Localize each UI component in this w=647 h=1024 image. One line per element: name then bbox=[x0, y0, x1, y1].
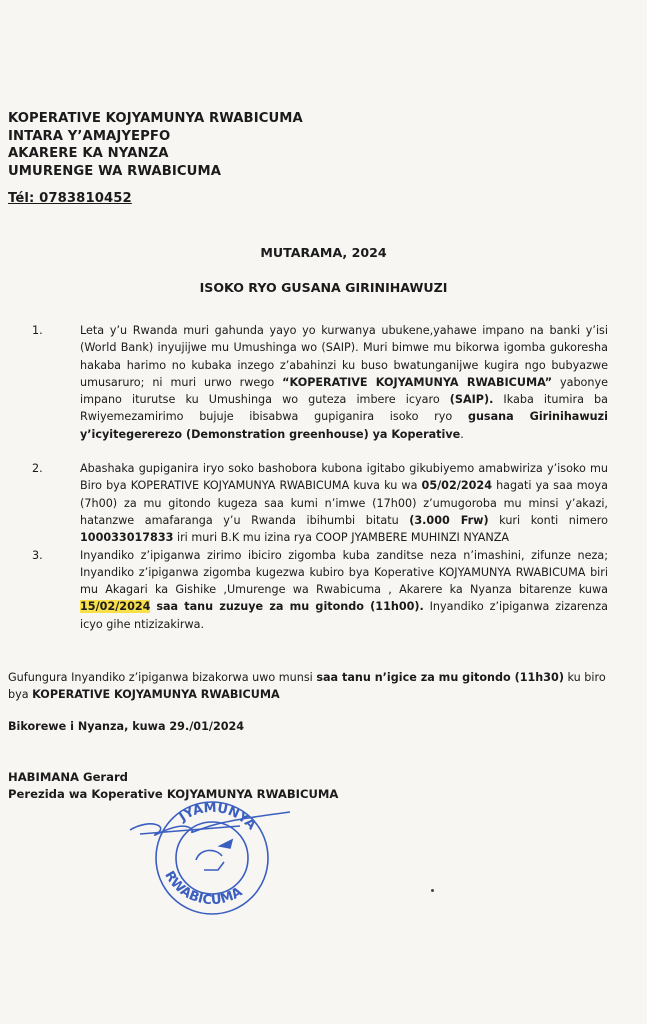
signatory-name: HABIMANA Gerard bbox=[8, 770, 128, 784]
letterhead bbox=[8, 110, 303, 208]
list-number: 1. bbox=[32, 324, 43, 337]
item-text: kuri konti nimero bbox=[488, 513, 608, 527]
signatory-title: Perezida wa Koperative KOJYAMUNYA RWABICUMA bbox=[8, 787, 339, 801]
numbered-list bbox=[28, 322, 608, 633]
cooperative-name: KOPERATIVE KOJYAMUNYA RWABICUMA bbox=[8, 111, 303, 126]
list-number: 2. bbox=[32, 462, 43, 476]
closing-paragraph bbox=[8, 669, 608, 704]
item-text: Leta y’u Rwanda muri gahunda yayo yo kurwanya ubukene,yahawe impano na banki y’isi (World Bank) inyujijwe mu Umushinga wo (SAIP). Muri bimwe mu bikorwa igomba gukoresha hakaba harimo no kubaka inzego z’abahinzi ku buso bwatunganijwe kugira ngo bubyazwe umusaruro; ni muri urwo rwego bbox=[80, 324, 608, 389]
date-heading: MUTARAMA, 2024 bbox=[260, 245, 387, 260]
item-text: Inyandiko z’ipiganwa zizarenza icyo gihe ntizizakirwa. bbox=[80, 600, 608, 631]
highlighted-deadline-date: 15/02/2024 bbox=[80, 600, 151, 614]
signed-place-date: Bikorewe i Nyanza, kuwa 29./01/2024 bbox=[8, 720, 245, 733]
closing-text: Gufungura Inyandiko z’ipiganwa bizakorwa uwo munsi bbox=[8, 671, 317, 684]
list-item bbox=[28, 547, 608, 633]
closing-text: ku biro bya bbox=[8, 671, 606, 702]
item-text: Abashaka gupiganira iryo soko bashobora kubona igitabo gikubiyemo amabwiriza y’isoko mu Biro bya KOPERATIVE KOJYAMUNYA RWABICUMA kuva ku wa bbox=[80, 462, 608, 493]
list-item bbox=[28, 322, 608, 443]
item-bold-text: saa tanu zuzuye za mu gitondo (11h00). bbox=[156, 600, 424, 614]
stamp-inner-ring bbox=[176, 822, 248, 894]
item-bold-text: “KOPERATIVE KOJYAMUNYA RWABICUMA” bbox=[282, 375, 553, 389]
item-bold-text: (3.000 Frw) bbox=[409, 513, 489, 527]
list-number: 3. bbox=[32, 548, 43, 562]
item-text: iri muri B.K mu izina rya COOP JYAMBERE MUHINZI NYANZA bbox=[173, 531, 510, 545]
stamp-emblem bbox=[196, 850, 224, 870]
stamp-top-text: JYAMUNYA bbox=[176, 800, 259, 834]
item-text: Inyandiko z’ipiganwa zirimo ibiciro zigomba kuba zanditse neza n’imashini, zifunze neza; Inyandiko z’ipiganwa zigomba kugezwa kubiro bya Koperative KOJYAMUNYA RWABICUMA biri mu Akagari ka Gishike ,Umurenge wa Rwabicuma , Akarere ka Nyanza bitarenze kuwa bbox=[80, 548, 608, 597]
district-line: AKARERE KA NYANZA bbox=[8, 146, 169, 161]
sector-line: UMURENGE WA RWABICUMA bbox=[8, 163, 222, 179]
item-bold-text: 05/02/2024 bbox=[421, 479, 492, 493]
province-line: INTARA Y’AMAJYEPFO bbox=[8, 128, 171, 144]
telephone-line: Tél: 0783810452 bbox=[8, 191, 132, 206]
closing-bold-text: KOPERATIVE KOJYAMUNYA RWABICUMA bbox=[32, 688, 280, 702]
closing-bold-text: saa tanu n’igice za mu gitondo (11h30) bbox=[316, 671, 564, 684]
item-bold-text: gusana Girinihawuzi y’icyitegererezo (Demonstration greenhouse) ya Koperative bbox=[80, 410, 608, 441]
stamp-emblem-hand bbox=[220, 840, 232, 848]
document-title: ISOKO RYO GUSANA GIRINIHAWUZI bbox=[199, 280, 448, 295]
item-text: hagati ya saa moya (7h00) za mu gitondo kugeza saa kumi n’imwe (17h00) z’umugoroba mu minsi y’akazi, hatanzwe amafaranga y’u Rwanda ibihumbi bitatu bbox=[80, 479, 608, 527]
item-bold-text: (SAIP). bbox=[449, 393, 494, 407]
list-item bbox=[28, 460, 608, 546]
item-text: Ikaba itumira ba Rwiyemezamirimo bujuje ibisabwa gupiganira isoko ryo bbox=[80, 393, 608, 424]
cooperative-stamp bbox=[120, 790, 320, 920]
item-text: . bbox=[460, 427, 464, 441]
stamp-bottom-text: RWABICUMA bbox=[161, 868, 246, 909]
item-text: yabonye impano iturutse ku Umushinga wo guteza imbere icyaro bbox=[80, 375, 608, 407]
item-bold-text: 100033017833 bbox=[80, 531, 174, 545]
ink-dot bbox=[431, 889, 434, 892]
